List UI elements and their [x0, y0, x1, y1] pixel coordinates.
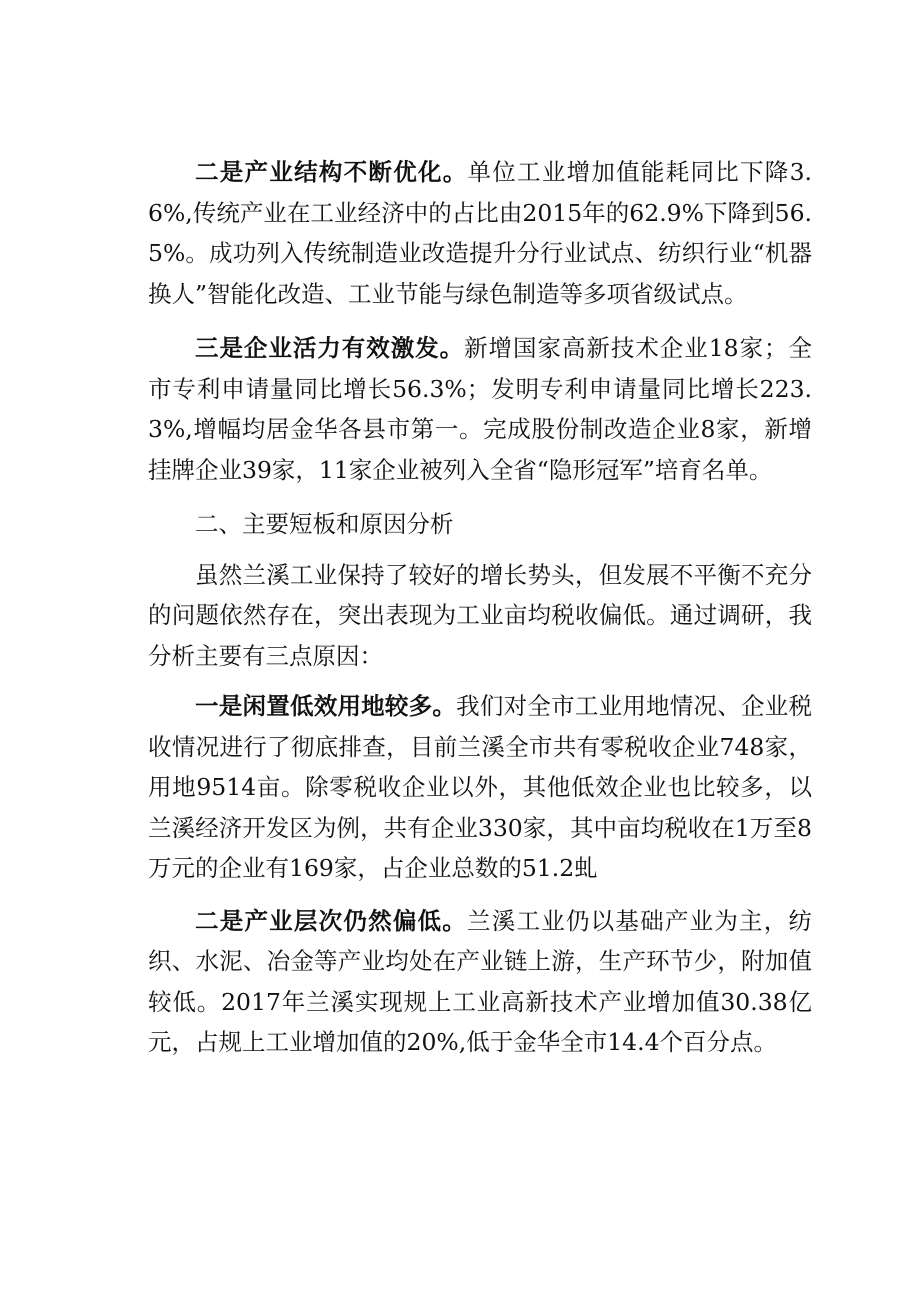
paragraph-body: 新增国家高新技术企业18家；全市专利申请量同比增长56.3%；发明专利申请量同比增长223.3%,增幅均居金华各县市第一。完成股份制改造企业8家，新增挂牌企业39家，11家企业被列入全省“隐形冠军”培育名单。 [148, 334, 813, 484]
paragraph-lead: 二是产业层次仍然偏低。 [195, 906, 468, 935]
paragraph-idle-land [148, 686, 812, 889]
paragraph-body: 单位工业增加值能耗同比下降3.6%,传统产业在工业经济中的占比由2015年的62.9%下降到56.5%。成功列入传统制造业改造提升分行业试点、纺织行业“机器换人”智能化改造、工业节能与绿色制造等多项省级试点。 [148, 158, 812, 308]
paragraph-industry-structure [148, 152, 812, 314]
paragraph-body: 我们对全市工业用地情况、企业税收情况进行了彻底排查，目前兰溪全市共有零税收企业748家，用地9514亩。除零税收企业以外，其他低效企业也比较多，以兰溪经济开发区为例，共有企业330家，其中亩均税收在1万至8万元的企业有169家，占企业总数的51.2虬 [148, 692, 813, 882]
paragraph-lead: 三是企业活力有效激发。 [195, 334, 465, 362]
paragraph-enterprise-vitality [148, 328, 812, 490]
paragraph-intro: 虽然兰溪工业保持了较好的增长势头，但发展不平衡不充分的问题依然存在，突出表现为工业亩均税收偏低。通过调研，我分析主要有三点原因： [148, 560, 812, 670]
paragraph-lead: 一是闲置低效用地较多。 [195, 692, 457, 720]
paragraph-industry-level [148, 901, 812, 1063]
document-page [148, 152, 812, 1075]
paragraph-lead: 二是产业结构不断优化。 [195, 158, 468, 186]
section-heading: 二、主要短板和原因分析 [195, 510, 454, 538]
paragraph-body: 兰溪工业仍以基础产业为主，纺织、水泥、冶金等产业均处在产业链上游，生产环节少，附加值较低。2017年兰溪实现规上工业高新技术产业增加值30.38亿元，占规上工业增加值的20%,低于金华全市14.4个百分点。 [148, 906, 813, 1056]
